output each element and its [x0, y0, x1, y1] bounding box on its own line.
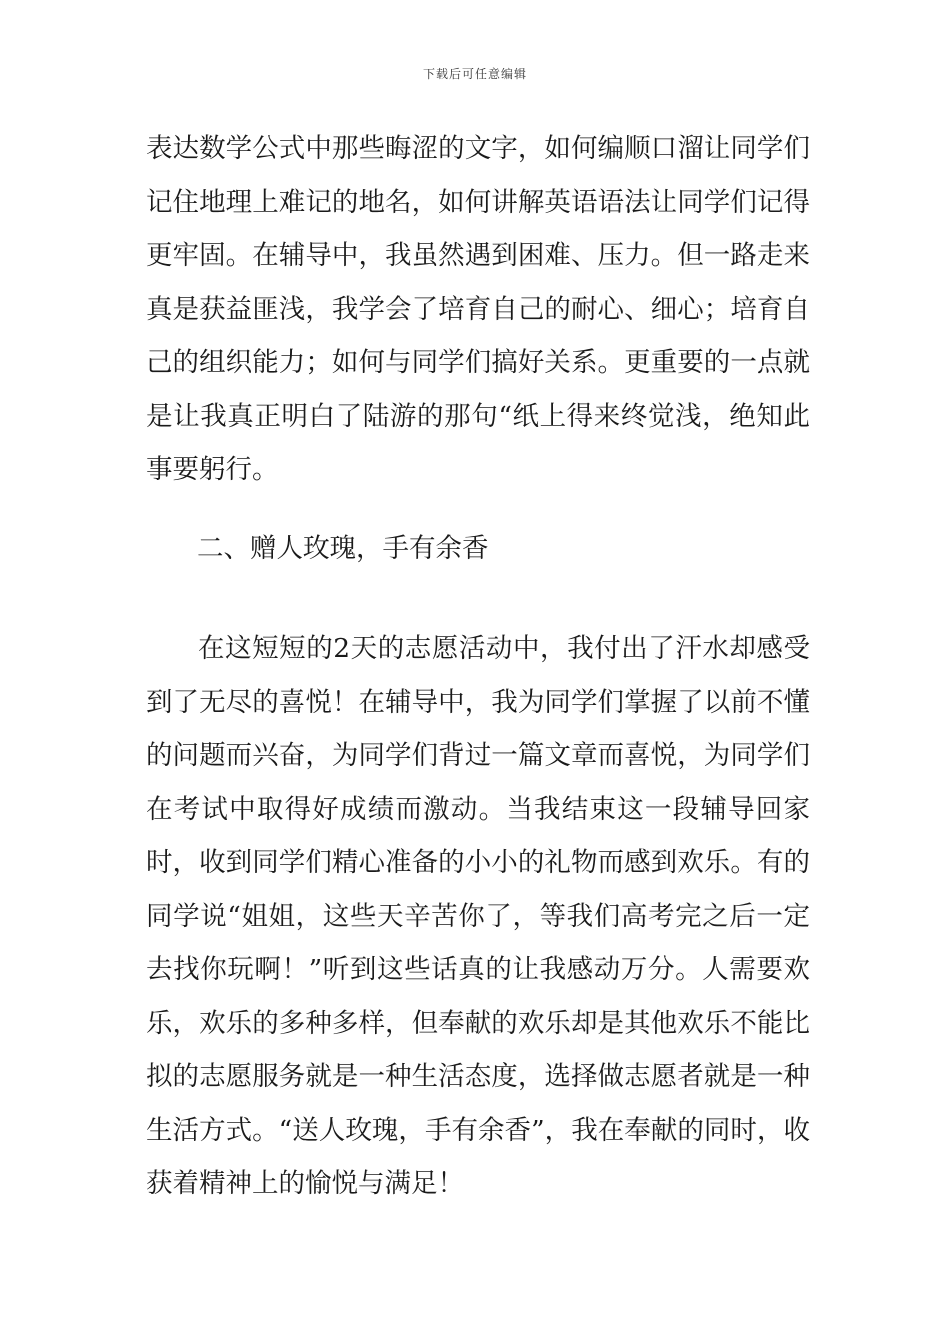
- page-header: 下载后可任意编辑: [422, 67, 527, 81]
- body-paragraph-2: 在这短短的2天的志愿活动中，我付出了汗水却感受到了无尽的喜悦！在辅导中，我为同学们掌握了以前不懂的问题而兴奋，为同学们背过一篇文章而喜悦，为同学们在考试中取得好成绩而激动。当我结束这一段辅导回家时，收到同学们精心准备的小小的礼物而感到欢乐。有的同学说“姐姐，这些天辛苦你了，等我们高考完之后一定去找你玩啊！”听到这些话真的让我感动万分。人需要欢乐，欢乐的多种多样，但奉献的欢乐却是其他欢乐不能比拟的志愿服务就是一种生活态度，选择做志愿者就是一种生活方式。“送人玫瑰，手有余香”，我在奉献的同时，收获着精神上的愉悦与满足！: [146, 633, 810, 1199]
- body-paragraph-1: 表达数学公式中那些晦涩的文字，如何编顺口溜让同学们记住地理上难记的地名，如何讲解英语语法让同学们记得更牢固。在辅导中，我虽然遇到困难、压力。但一路走来真是获益匪浅，我学会了培育自己的耐心、细心；培育自己的组织能力；如何与同学们搞好关系。更重要的一点就是让我真正明白了陆游的那句“纸上得来终觉浅，绝知此事要躬行。: [146, 133, 810, 485]
- section-heading: 二、赠人玫瑰，手有余香: [197, 533, 489, 564]
